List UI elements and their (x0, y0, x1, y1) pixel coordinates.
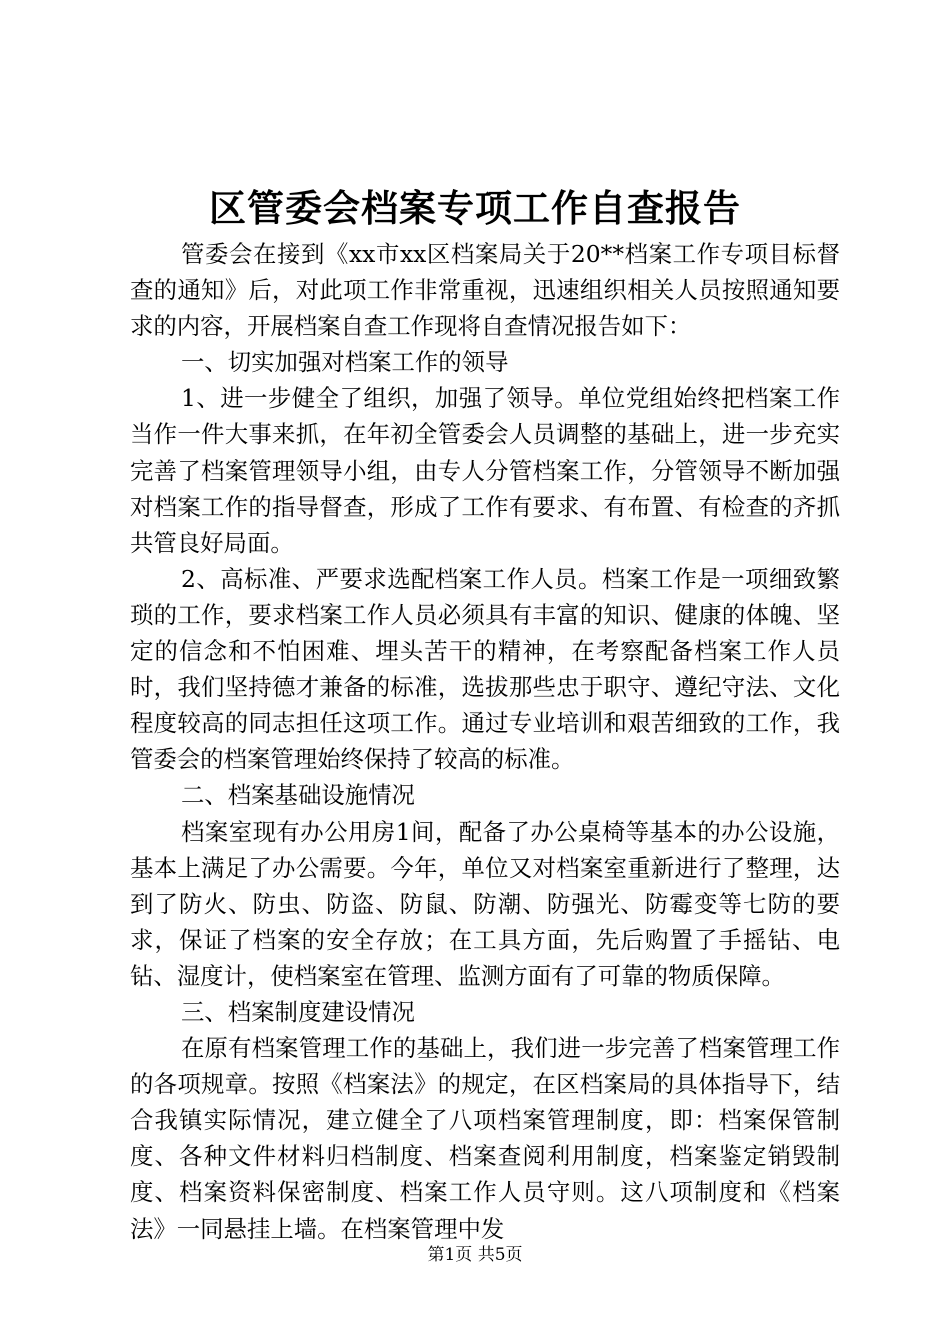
section-heading-2: 二、档案基础设施情况 (181, 781, 415, 810)
section-heading-1: 一、切实加强对档案工作的领导 (181, 348, 509, 377)
paragraph-intro: 管委会在接到《xx市xx区档案局关于20**档案工作专项目标督查的通知》后，对此项工作非常重视，迅速组织相关人员按照通知要求的内容，开展档案自查工作现将自查情况报告如下： (130, 240, 840, 341)
document-title: 区管委会档案专项工作自查报告 (209, 186, 741, 230)
paragraph-2: 档案室现有办公用房1间，配备了办公桌椅等基本的办公设施，基本上满足了办公需要。今年，单位又对档案室重新进行了整理，达到了防火、防虫、防盗、防鼠、防潮、防强光、防霉变等七防的要求，保证了档案的安全存放；在工具方面，先后购置了手摇钻、电钻、湿度计，使档案室在管理、监测方面有了可靠的物质保障。 (130, 817, 840, 990)
paragraph-1-2: 2、高标准、严要求选配档案工作人员。档案工作是一项细致繁琐的工作，要求档案工作人员必须具有丰富的知识、健康的体魄、坚定的信念和不怕困难、埋头苦干的精神，在考察配备档案工作人员时，我们坚持德才兼备的标准，选拔那些忠于职守、遵纪守法、文化程度较高的同志担任这项工作。通过专业培训和艰苦细致的工作，我管委会的档案管理始终保持了较高的标准。 (130, 564, 840, 774)
paragraph-1-1: 1、进一步健全了组织，加强了领导。单位党组始终把档案工作当作一件大事来抓，在年初全管委会人员调整的基础上，进一步充实完善了档案管理领导小组，由专人分管档案工作，分管领导不断加强对档案工作的指导督查，形成了工作有要求、有布置、有检查的齐抓共管良好局面。 (130, 384, 840, 557)
document-body (130, 236, 840, 1247)
page-footer: 第1页 共5页 (427, 1245, 523, 1265)
section-heading-3: 三、档案制度建设情况 (181, 997, 415, 1026)
paragraph-3: 在原有档案管理工作的基础上，我们进一步完善了档案管理工作的各项规章。按照《档案法》的规定，在区档案局的具体指导下，结合我镇实际情况，建立健全了八项档案管理制度，即：档案保管制度、各种文件材料归档制度、档案查阅利用制度，档案鉴定销毁制度、档案资料保密制度、档案工作人员守则。这八项制度和《档案法》一同悬挂上墙。在档案管理中发 (130, 1034, 840, 1243)
